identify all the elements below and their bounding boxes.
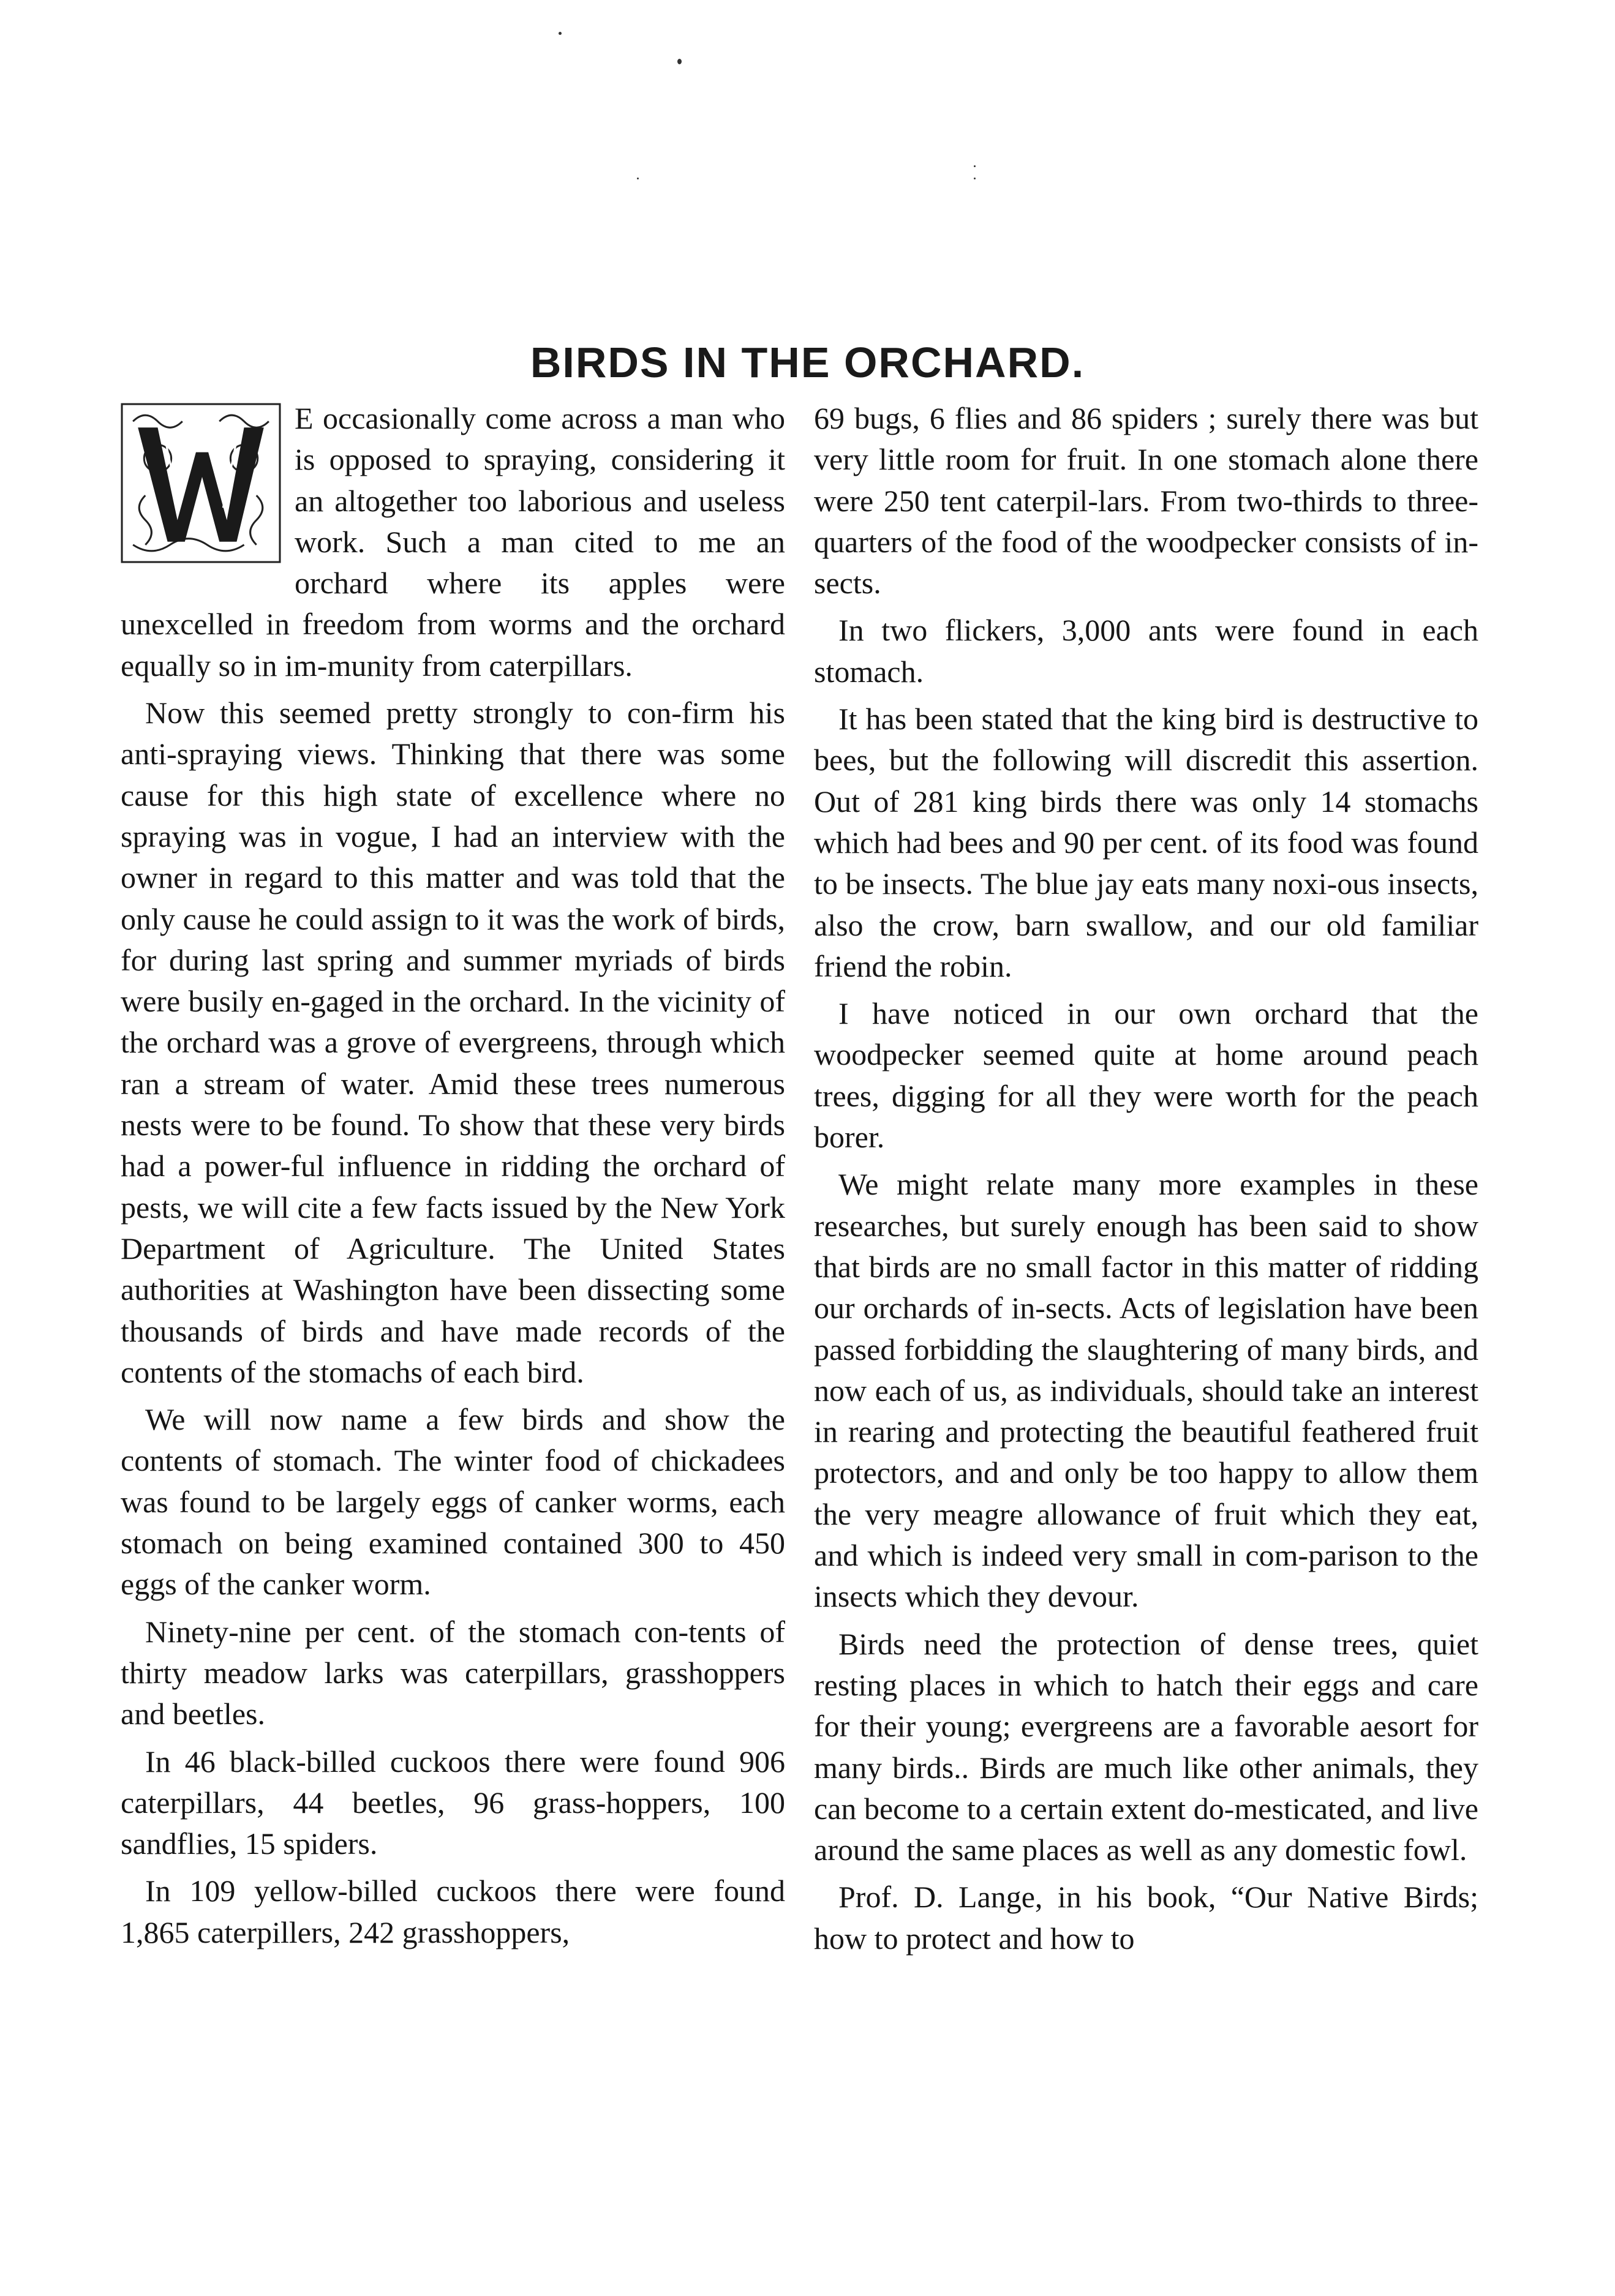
article-paragraph: Birds need the protection of dense trees, quiet resting places in which to hatch their eggs and care for their young; evergreens are a favorable aesort for many birds.. Birds are much like other animals, they can become to a certain extent do-mesticated, and live around the same places as well as any domestic fowl. <box>814 1626 1478 1867</box>
ornamental-w-icon <box>121 403 281 563</box>
article-paragraph: 69 bugs, 6 flies and 86 spiders ; surely there was but very little room for fruit. In one stomach alone there were 250 tent caterpil-lars. From two-thirds to three-quarters of the food of the woodpecker consists of in-sects. <box>814 401 1478 601</box>
speck-mark <box>974 178 976 179</box>
speck-mark <box>637 178 639 179</box>
article-paragraph: In 109 yellow-billed cuckoos there were found 1,865 caterpillers, 242 grasshoppers, <box>121 1874 785 1949</box>
speck-mark <box>677 59 682 64</box>
paragraph-text: E occasionally come across a man who is opposed to spraying, considering it an altogether too laborious and useless work. Such a man cited to me an orchard where its apples were unexcelled in freedom from worms and the orchard equally so in im-munity from caterpillars. <box>121 401 785 683</box>
article-paragraph: In two flickers, 3,000 ants were found in each stomach. <box>814 613 1478 689</box>
article-paragraph: Now this seemed pretty strongly to con-firm his anti-spraying views. Thinking that there was some cause for this high state of excellence where no spraying was in vogue, I had an interview with the owner in regard to this matter and was told that the only cause he could assign to it was the work of birds, for during last spring and summer myriads of birds were busily en-gaged in the orchard. In the vicinity of the orchard was a grove of evergreens, through which ran a stream of water. Amid these trees numerous nests were to be found. To show that these very birds had a power-ful influence in ridding the orchard of pests, we will cite a few facts issued by the New York Department of Agriculture. The United States authorities at Washington have been dissecting some thousands of birds and have made records of the contents of the stomachs of each bird. <box>121 696 785 1389</box>
article-paragraph: Ninety-nine per cent. of the stomach con-tents of thirty meadow larks was caterpillars, grasshoppers and beetles. <box>121 1614 785 1731</box>
page-title: BIRDS IN THE ORCHARD. <box>530 338 1085 386</box>
ornamental-dropcap <box>121 403 281 563</box>
article-paragraph: Prof. D. Lange, in his book, “Our Native Birds; how to protect and how to <box>814 1880 1478 1956</box>
right-column <box>814 398 1478 1965</box>
speck-mark <box>559 32 562 35</box>
article-paragraph: In 46 black-billed cuckoos there were found 906 caterpillars, 44 beetles, 96 grass-hoppers, 100 sandflies, 15 spiders. <box>121 1744 785 1861</box>
speck-mark <box>974 165 976 167</box>
article-paragraph: It has been stated that the king bird is destructive to bees, but the following will discredit this assertion. Out of 281 king birds there was only 14 stomachs which had bees and 90 per cent. of its food was found to be insects. The blue jay eats many noxi-ous insects, also the crow, barn swallow, and our old familiar friend the robin. <box>814 702 1478 983</box>
article-paragraph: We will now name a few birds and show the contents of stomach. The winter food of chickadees was found to be largely eggs of canker worms, each stomach on being examined contained 300 to 450 eggs of the canker worm. <box>121 1402 785 1602</box>
article-paragraph <box>121 398 785 686</box>
article-paragraph: I have noticed in our own orchard that the woodpecker seemed quite at home around peach trees, digging for all they were worth for the peach borer. <box>814 996 1478 1155</box>
left-column <box>121 398 785 1959</box>
article-paragraph: We might relate many more examples in these researches, but surely enough has been said to show that birds are no small factor in this matter of ridding our orchards of in-sects. Acts of legislation have been passed forbidding the slaughtering of many birds, and now each of us, as individuals, should take an interest in rearing and protecting the beautiful feathered fruit protectors, and and only be too happy to allow them the very meagre allowance of fruit which they eat, and which is indeed very small in com-parison to the insects which they devour. <box>814 1167 1478 1614</box>
